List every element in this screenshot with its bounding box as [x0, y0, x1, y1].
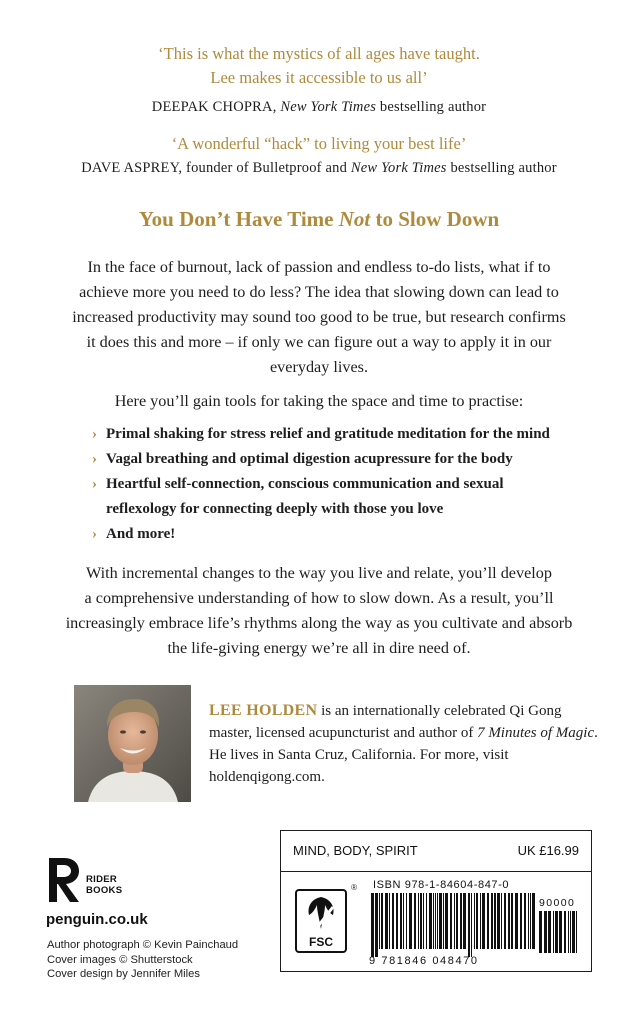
intro-line: In the face of burnout, lack of passion and endless to-do lists, what if to — [87, 258, 551, 276]
list-item — [92, 522, 592, 547]
barcode-bar — [553, 911, 554, 953]
credit-line: Cover design by Jennifer Miles — [47, 968, 200, 980]
barcode-bar — [450, 893, 452, 949]
barcode-bar — [460, 893, 462, 949]
endorsement-1-quote — [0, 42, 638, 90]
barcode-bar — [544, 911, 547, 953]
barcode-bar — [471, 893, 472, 957]
headline-part2: to Slow Down — [375, 207, 500, 231]
tree-check-icon — [297, 893, 345, 933]
list-item-text-continued: reflexology for connecting deeply with those you love — [106, 500, 444, 517]
bio-text: master, licensed acupuncturist and author of — [209, 725, 478, 741]
rider-wordmark-line1: RIDER — [86, 874, 118, 885]
barcode-bar — [379, 893, 380, 949]
barcode-bar — [474, 893, 475, 949]
addon-barcode — [537, 911, 581, 961]
barcode-bar — [530, 893, 531, 949]
barcode-bar — [403, 893, 404, 949]
cover-credits — [47, 938, 238, 982]
ean-barcode — [369, 893, 537, 957]
bio-line-3: He lives in Santa Cruz, California. For more, visit — [209, 747, 509, 763]
bio-text: . — [594, 725, 598, 741]
author-portrait-image — [74, 685, 191, 802]
barcode-bar — [435, 893, 436, 949]
endorsement-1-quote-line1: ‘This is what the mystics of all ages have taught. — [158, 44, 480, 63]
fsc-logo — [295, 883, 357, 953]
barcode-bar — [568, 911, 569, 953]
list-item — [92, 447, 592, 472]
registered-mark: ® — [351, 883, 357, 892]
list-item — [92, 472, 592, 521]
intro-line: everyday lives. — [270, 358, 368, 376]
barcode-bar — [504, 893, 506, 949]
barcode-bar — [443, 893, 444, 949]
endorsement-2-author-publication: New York Times — [350, 160, 447, 176]
barcode-bar — [437, 893, 438, 949]
headline-emphasis: Not — [338, 207, 371, 231]
chevron-right-icon: › — [92, 525, 97, 542]
barcode-bar — [520, 893, 522, 949]
barcode-digits: 9 781846 048470 — [369, 955, 479, 967]
barcode-bar — [400, 893, 402, 949]
list-item-text: Vagal breathing and optimal digestion acupressure for the body — [106, 451, 513, 467]
isbn-label: ISBN 978-1-84604-847-0 — [373, 879, 510, 891]
credit-line: Author photograph © Kevin Painchaud — [47, 939, 239, 951]
endorsement-1-author — [0, 99, 638, 116]
barcode-bar — [476, 893, 478, 949]
rider-wordmark-line2: BOOKS — [86, 885, 123, 896]
barcode-bar — [532, 893, 535, 949]
credit-line: Cover images © Shutterstock — [47, 953, 193, 966]
barcode-bar — [559, 911, 562, 953]
barcode-bar — [385, 893, 388, 949]
barcode-bar — [406, 893, 407, 949]
headline — [0, 207, 638, 232]
closing-line: With incremental changes to the way you live and relate, you’ll develop — [86, 564, 552, 582]
endorsement-2-quote: ‘A wonderful “hack” to living your best life’ — [171, 134, 467, 153]
endorsement-2-author-name: DAVE ASPREY, founder of Bulletproof and — [81, 160, 348, 176]
barcode-bar — [418, 893, 419, 949]
rider-books-logo — [46, 856, 156, 906]
barcode-bar — [491, 893, 493, 949]
barcode-bar — [528, 893, 529, 949]
barcode-bar — [497, 893, 500, 949]
closing-line: the life-giving energy we’re all in dire need of. — [167, 639, 471, 657]
price-box-divider — [281, 871, 591, 872]
endorsement-1-author-name: DEEPAK CHOPRA, — [151, 99, 277, 115]
barcode-bar — [468, 893, 470, 957]
headline-part1: You Don’t Have Time — [138, 207, 334, 231]
barcode-bar — [445, 893, 448, 949]
closing-line: a comprehensive understanding of how to slow down. As a result, you’ll — [84, 589, 554, 607]
barcode-bar — [439, 893, 442, 949]
author-website: holdenqigong.com. — [209, 769, 325, 785]
intro-line: increased productivity may sound too good to be true, but research confirms — [72, 308, 566, 326]
barcode-bar — [433, 893, 434, 949]
barcode-bar — [456, 893, 458, 949]
author-photo — [74, 685, 191, 802]
barcode-bar — [420, 893, 422, 949]
barcode-bar — [480, 893, 481, 949]
endorsement-1-author-publication: New York Times — [280, 99, 377, 115]
barcode-bar — [555, 911, 558, 953]
barcode-bar — [511, 893, 513, 949]
chevron-right-icon: › — [92, 451, 97, 467]
intro-paragraph — [60, 255, 578, 380]
barcode-bar — [375, 893, 378, 957]
addon-digits: 90000 — [539, 897, 576, 909]
author-bio — [209, 700, 599, 788]
bio-book-title: 7 Minutes of Magic — [477, 725, 595, 741]
barcode-bar — [381, 893, 383, 949]
intro-line: it does this and more – if only we can figure out a way to apply it in our — [86, 333, 552, 351]
barcode-bar — [389, 893, 390, 949]
chevron-right-icon: › — [92, 476, 97, 492]
barcode-bar — [396, 893, 398, 949]
closing-paragraph — [60, 561, 578, 661]
barcode-bar — [548, 911, 551, 953]
barcode-bar — [564, 911, 566, 953]
list-item-text: Heartful self-connection, conscious communication and sexual — [106, 476, 504, 492]
barcode-bar — [501, 893, 502, 949]
barcode-bar — [429, 893, 432, 949]
barcode-bar — [414, 893, 416, 949]
barcode-bar — [524, 893, 526, 949]
endorsement-2-author — [0, 160, 638, 177]
barcode-bar — [539, 911, 542, 953]
price-barcode-box — [280, 830, 592, 972]
bio-text: is an internationally celebrated Qi Gong — [317, 703, 562, 719]
rider-logo-icon — [46, 856, 82, 904]
barcode-bar — [572, 911, 575, 953]
barcode-bar — [515, 893, 518, 949]
barcode-bar — [482, 893, 485, 949]
intro-line: achieve more you need to do less? The idea that slowing down can lead to — [79, 283, 559, 301]
list-item — [92, 422, 592, 447]
bio-line-1 — [209, 700, 599, 722]
barcode-bar — [570, 911, 571, 953]
barcode-bar — [508, 893, 510, 949]
barcode-bar — [409, 893, 412, 949]
endorsement-1-author-tail: bestselling author — [379, 99, 487, 115]
closing-line: increasingly embrace life’s rhythms along the way as you cultivate and absorb — [65, 614, 573, 632]
price-label: UK £16.99 — [517, 843, 579, 858]
barcode-bar — [487, 893, 489, 949]
rider-books-wordmark — [86, 874, 122, 896]
barcode-bar — [392, 893, 394, 949]
publisher-website: penguin.co.uk — [46, 911, 148, 928]
barcode-bar — [576, 911, 577, 953]
chevron-right-icon: › — [92, 426, 97, 442]
fsc-label: FSC — [309, 935, 333, 949]
category-label: MIND, BODY, SPIRIT — [293, 843, 418, 858]
bio-line-2 — [209, 722, 599, 744]
barcode-bar — [454, 893, 455, 949]
barcode-bar — [463, 893, 466, 949]
barcode-bar — [494, 893, 496, 949]
barcode-bar — [423, 893, 424, 949]
endorsement-1-quote-line2: Lee makes it accessible to us all’ — [210, 68, 428, 87]
endorsement-2-author-tail: bestselling author — [450, 160, 557, 176]
tools-lead: Here you’ll gain tools for taking the space and time to practise: — [114, 392, 524, 410]
list-item-text: Primal shaking for stress relief and gratitude meditation for the mind — [106, 426, 550, 442]
barcode-bar — [371, 893, 374, 957]
list-item-text: And more! — [106, 525, 176, 542]
barcode-bar — [426, 893, 427, 949]
feature-list — [92, 422, 592, 547]
author-name: LEE HOLDEN — [209, 702, 318, 719]
